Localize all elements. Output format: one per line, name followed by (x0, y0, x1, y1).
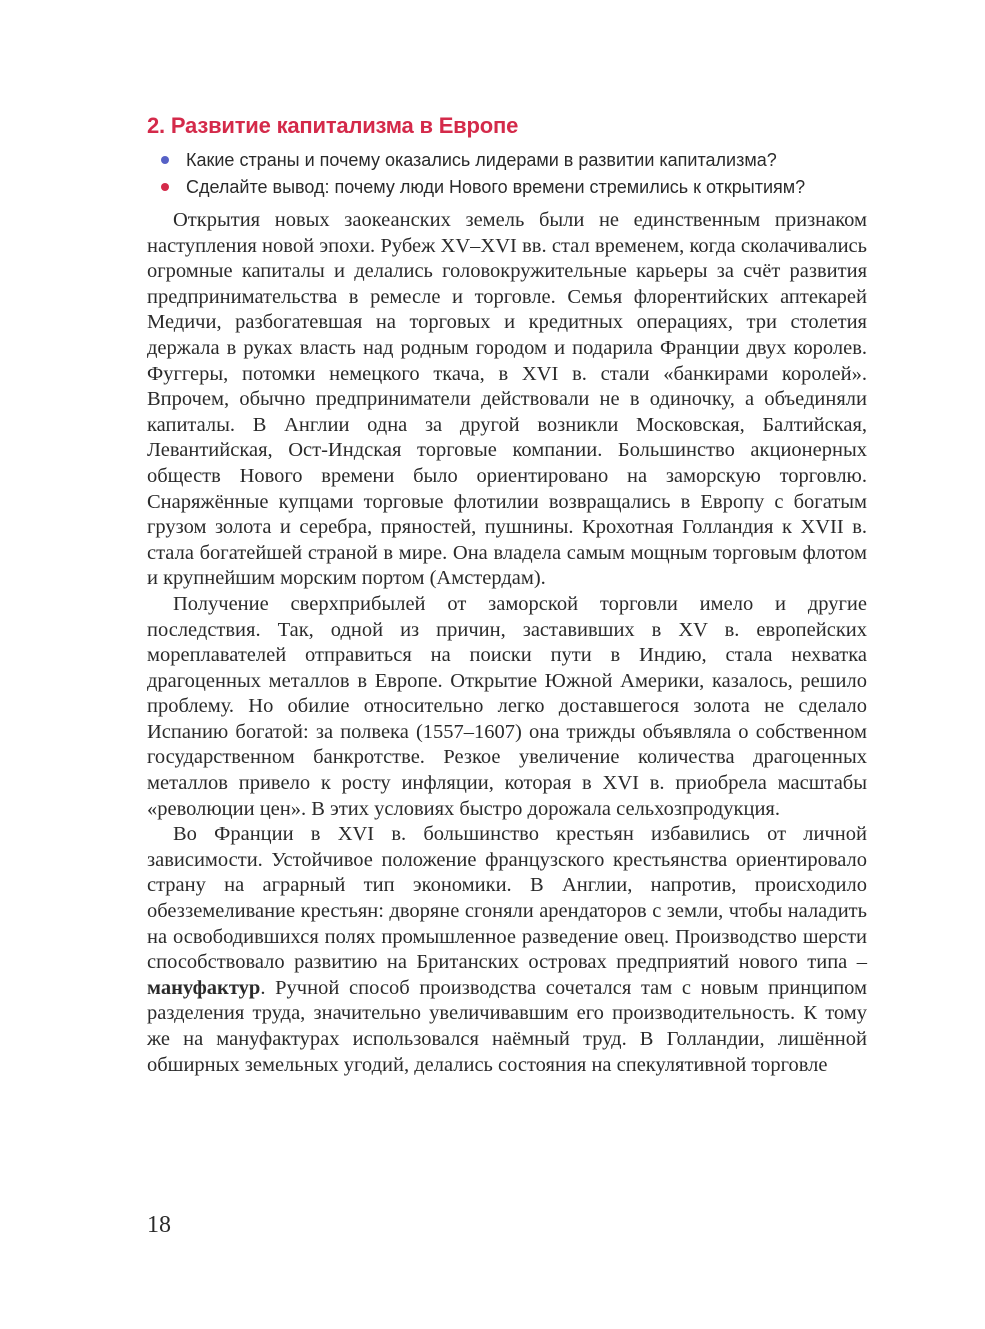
page-number: 18 (147, 1212, 171, 1238)
question-item (170, 174, 890, 201)
paragraph-3-part-2: . Ручной способ производства сочетался там с новым принципом разделения труда, значительно увеличивавшим его производительность. К тому же на мануфактурах использовался наёмный труд. В Голландии, лишённой обширных земельных угодий, делались состояния на спекулятивной торговле (147, 976, 867, 1076)
body-text (147, 208, 867, 1078)
paragraph-3-part-1: Во Франции в XVI в. большинство крестьян избавились от личной зависимости. Устойчивое положение французского крестьянства ориентировало страну на аграрный тип экономики. В Англии, напротив, происходило обезземеливание крестьян: дворяне сгоняли арендаторов с земли, чтобы наладить на освободившихся полях промышленное разведение овец. Производство шерсти способствовало развитию на Британских островах предприятий нового типа – (147, 823, 867, 974)
question-item (170, 147, 890, 174)
bullet-icon (161, 183, 169, 191)
bullet-icon (161, 156, 169, 164)
key-term: мануфактур (147, 976, 261, 999)
section-title: 2. Развитие капитализма в Европе (147, 113, 519, 138)
question-text: Сделайте вывод: почему люди Нового времени стремились к открытиям? (186, 177, 806, 197)
paragraph-2: Получение сверхприбылей от заморской торговли имело и другие последствия. Так, одной из причин, заставивших в XV в. европейских мореплавателей отправиться на поиски пути в Индию, стала нехватка драгоценных металлов в Европе. Открытие Южной Америки, казалось, решило проблему. Но обилие относительно легко доставшегося золота не сделало Испанию богатой: за полвека (1557–1607) она трижды объявляла о собственном государственном банкротстве. Резкое увеличение количества драгоценных металлов привело к росту инфляции, которая в XVI в. приобрела масштабы «революции цен». В этих условиях быстро дорожала сельхозпродукция. (147, 592, 867, 820)
question-text: Какие страны и почему оказались лидерами в развитии капитализма? (186, 150, 777, 170)
review-questions (170, 147, 890, 201)
paragraph-3 (147, 822, 867, 1078)
paragraph-1: Открытия новых заокеанских земель были не единственным признаком наступления новой эпохи. Рубеж XV–XVI вв. стал временем, когда сколачивались огромные капиталы и делались головокружительные карьеры за счёт развития предпринимательства в ремесле и торговле. Семья флорентийских аптекарей Медичи, разбогатевшая на торговых и кредитных операциях, три столетия держала в руках власть над родным городом и подарила Франции двух королев. Фуггеры, потомки немецкого ткача, в XVI в. стали «банкирами королей». Впрочем, обычно предприниматели действовали не в одиночку, а объединяли капиталы. В Англии одна за другой возникли Московская, Балтийская, Левантийская, Ост-Индская торговые компании. Большинство акционерных обществ Нового времени было ориентировано на заморскую торговлю. Снаряжённые купцами торговые флотилии возвращались в Европу с богатым грузом золота и серебра, пряностей, пушнины. Крохотная Голландия к XVII в. стала богатейшей страной в мире. Она владела самым мощным торговым флотом и крупнейшим морским портом (Амстердам). (147, 209, 867, 590)
